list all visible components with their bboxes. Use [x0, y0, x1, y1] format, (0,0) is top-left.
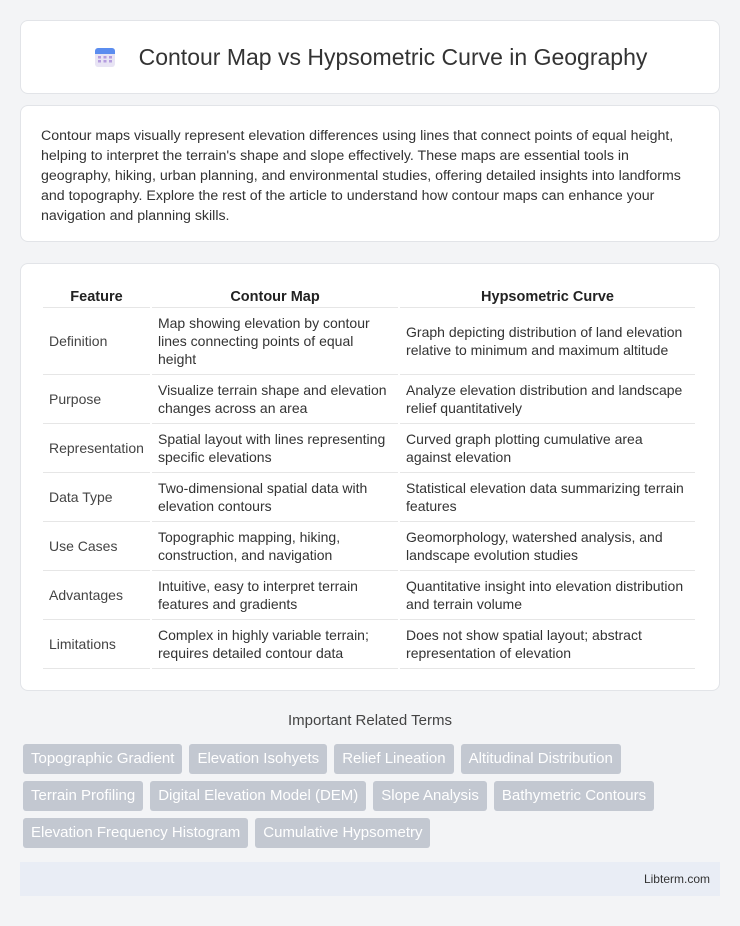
feature-cell: Data Type: [43, 473, 150, 522]
table-row: [43, 375, 695, 424]
hypsometric-cell: Geomorphology, watershed analysis, and landscape evolution studies: [400, 522, 695, 571]
table-row: [43, 308, 695, 375]
related-term-tag[interactable]: Topographic Gradient: [23, 744, 182, 774]
feature-cell: Purpose: [43, 375, 150, 424]
hypsometric-cell: Curved graph plotting cumulative area against elevation: [400, 424, 695, 473]
related-term-tag[interactable]: Cumulative Hypsometry: [255, 818, 430, 848]
contour-cell: Spatial layout with lines representing specific elevations: [152, 424, 398, 473]
contour-cell: Visualize terrain shape and elevation changes across an area: [152, 375, 398, 424]
footer-site-link[interactable]: Libterm.com: [643, 872, 710, 886]
related-term-tag[interactable]: Elevation Isohyets: [189, 744, 327, 774]
contour-cell: Complex in highly variable terrain; requires detailed contour data: [152, 620, 398, 669]
contour-cell: Two-dimensional spatial data with elevation contours: [152, 473, 398, 522]
related-terms-list: [23, 744, 723, 855]
feature-cell: Advantages: [43, 571, 150, 620]
feature-cell: Use Cases: [43, 522, 150, 571]
hypsometric-cell: Analyze elevation distribution and landscape relief quantitatively: [400, 375, 695, 424]
intro-card: [20, 105, 720, 242]
related-term-tag[interactable]: Altitudinal Distribution: [461, 744, 621, 774]
header-card: [20, 20, 720, 94]
hypsometric-cell: Quantitative insight into elevation distribution and terrain volume: [400, 571, 695, 620]
table-row: [43, 571, 695, 620]
contour-cell: Map showing elevation by contour lines connecting points of equal height: [152, 308, 398, 375]
related-term-tag[interactable]: Digital Elevation Model (DEM): [150, 781, 366, 811]
header-hypsometric-curve: Hypsometric Curve: [400, 282, 695, 308]
table-row: [43, 522, 695, 571]
comparison-table: [41, 282, 697, 669]
feature-cell: Definition: [43, 308, 150, 375]
related-term-tag[interactable]: Bathymetric Contours: [494, 781, 654, 811]
hypsometric-cell: Does not show spatial layout; abstract representation of elevation: [400, 620, 695, 669]
table-header-row: [43, 282, 695, 308]
hypsometric-cell: Graph depicting distribution of land elevation relative to minimum and maximum altitude: [400, 308, 695, 375]
calendar-icon: [93, 45, 117, 69]
contour-cell: Intuitive, easy to interpret terrain features and gradients: [152, 571, 398, 620]
related-term-tag[interactable]: Slope Analysis: [373, 781, 487, 811]
related-term-tag[interactable]: Elevation Frequency Histogram: [23, 818, 248, 848]
feature-cell: Representation: [43, 424, 150, 473]
contour-cell: Topographic mapping, hiking, construction, and navigation: [152, 522, 398, 571]
related-term-tag[interactable]: Relief Lineation: [334, 744, 453, 774]
comparison-table-card: [20, 263, 720, 691]
header-feature: Feature: [43, 282, 150, 308]
related-terms-title: Important Related Terms: [288, 712, 452, 729]
hypsometric-cell: Statistical elevation data summarizing terrain features: [400, 473, 695, 522]
related-term-tag[interactable]: Terrain Profiling: [23, 781, 143, 811]
footer: [20, 862, 720, 896]
feature-cell: Limitations: [43, 620, 150, 669]
table-row: [43, 620, 695, 669]
intro-text: Contour maps visually represent elevation differences using lines that connect points of equal height, helping to interpret the terrain's shape and slope effectively. These maps are essential tools in geography, hiking, urban planning, and environmental studies, offering detailed insights into landforms and topography. Explore the rest of the article to understand how contour maps can enhance your navigation and planning skills.: [41, 128, 681, 224]
page-title: Contour Map vs Hypsometric Curve in Geography: [138, 43, 648, 70]
header-contour-map: Contour Map: [152, 282, 398, 308]
table-row: [43, 473, 695, 522]
table-row: [43, 424, 695, 473]
